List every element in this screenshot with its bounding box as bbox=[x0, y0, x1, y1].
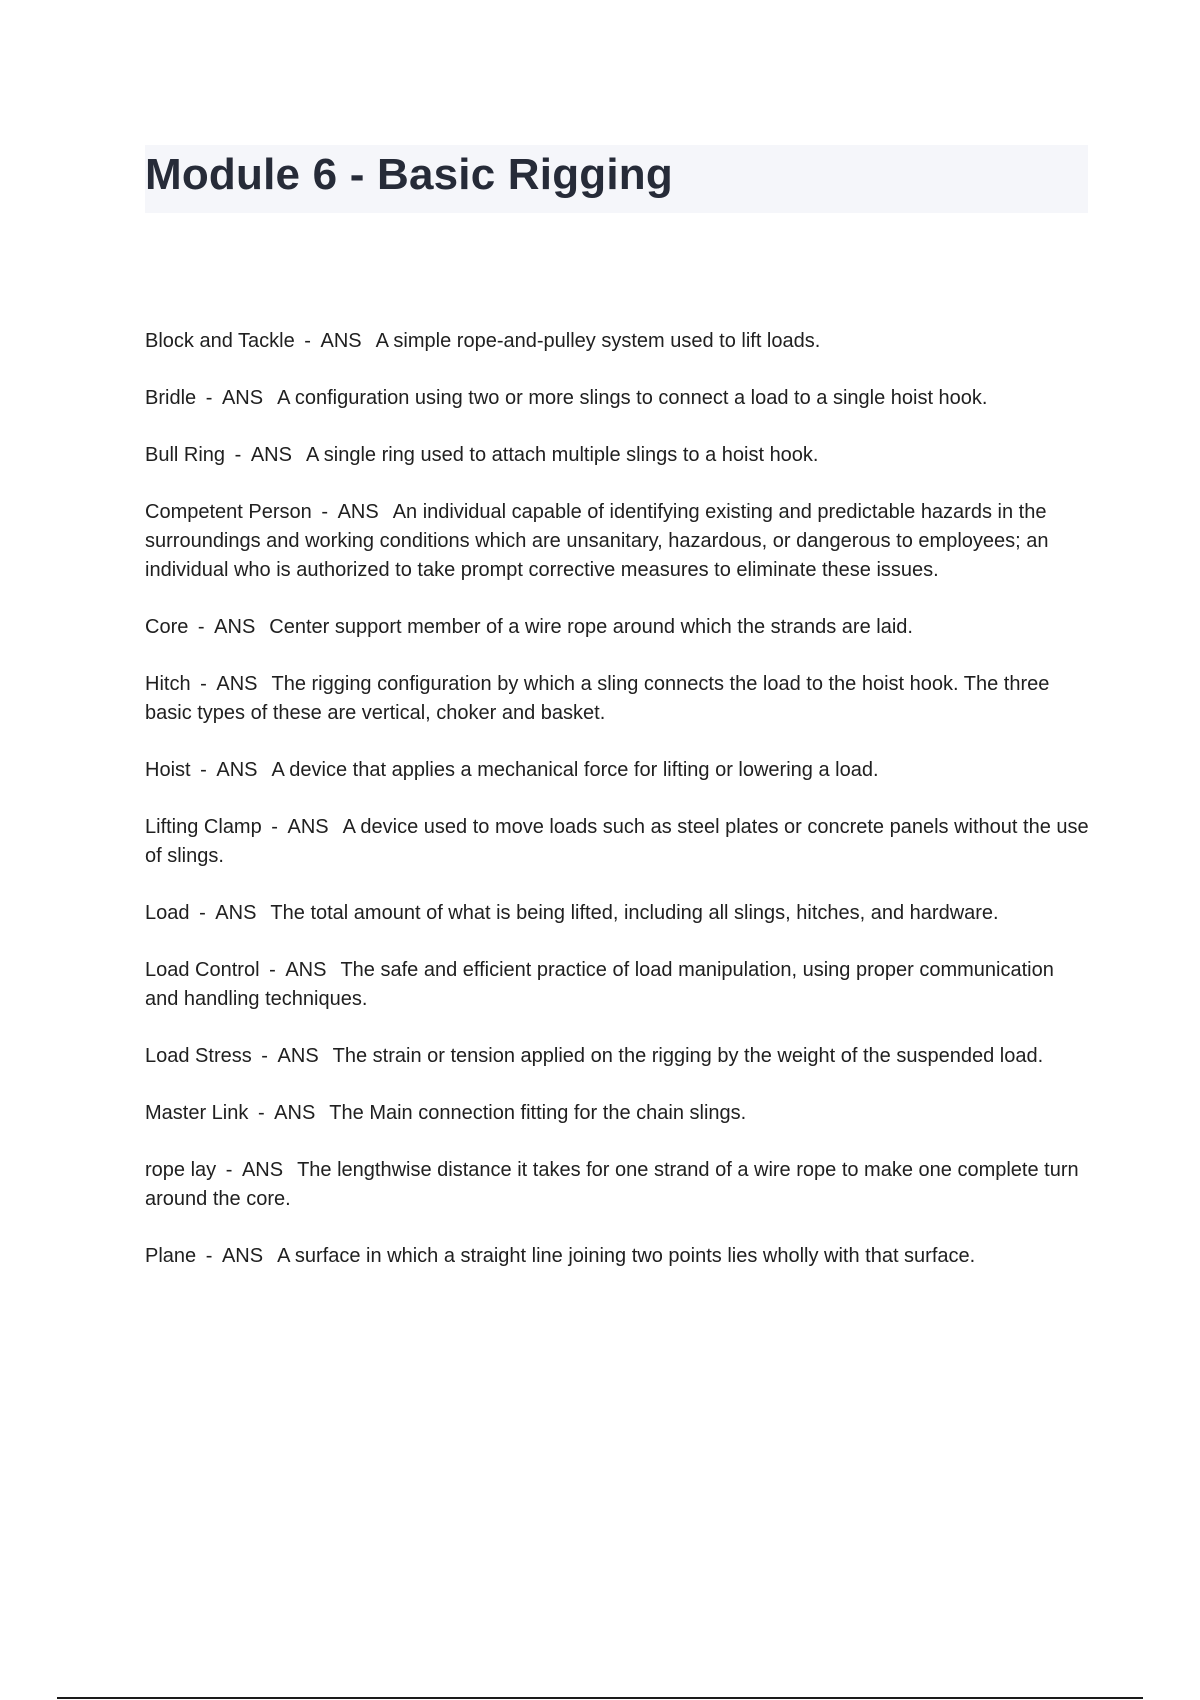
entry-separator: - bbox=[200, 759, 207, 781]
glossary-entry bbox=[145, 1156, 1090, 1214]
entry-definition: The total amount of what is being lifted, including all slings, hitches, and hardware. bbox=[270, 902, 999, 924]
entry-term: Competent Person bbox=[145, 501, 312, 523]
entry-separator: - bbox=[269, 959, 276, 981]
entry-ans-label: ANS bbox=[285, 959, 327, 981]
glossary-entry bbox=[145, 1099, 1090, 1128]
entry-term: Bull Ring bbox=[145, 444, 226, 466]
entry-ans-label: ANS bbox=[221, 1245, 264, 1267]
glossary-entry bbox=[145, 498, 1090, 585]
entry-separator: - bbox=[234, 444, 242, 466]
entry-definition: The safe and efficient practice of load manipulation, using proper communication and handling techniques. bbox=[145, 959, 1054, 1010]
entry-definition: A surface in which a straight line joining two points lies wholly with that surface. bbox=[277, 1245, 976, 1267]
glossary-entry bbox=[145, 1242, 1090, 1271]
glossary-entry bbox=[145, 327, 1090, 356]
entry-term: Load Control bbox=[145, 959, 260, 981]
entry-definition: A configuration using two or more slings to connect a load to a single hoist hook. bbox=[277, 387, 988, 409]
entry-ans-label: ANS bbox=[337, 501, 379, 523]
glossary-entry bbox=[145, 956, 1090, 1014]
glossary-entry bbox=[145, 384, 1090, 413]
entry-ans-label: ANS bbox=[221, 387, 264, 409]
entry-definition: The Main connection fitting for the chain slings. bbox=[329, 1102, 747, 1124]
entry-ans-label: ANS bbox=[287, 816, 329, 838]
glossary-entry bbox=[145, 899, 1090, 928]
entry-definition: A single ring used to attach multiple slings to a hoist hook. bbox=[305, 444, 819, 466]
entry-separator: - bbox=[257, 1102, 265, 1124]
glossary-entry bbox=[145, 613, 1090, 642]
glossary-entry bbox=[145, 813, 1090, 871]
entry-ans-label: ANS bbox=[214, 616, 256, 638]
entry-term: Block and Tackle bbox=[145, 330, 295, 352]
entry-ans-label: ANS bbox=[320, 330, 362, 352]
entry-ans-label: ANS bbox=[216, 759, 258, 781]
entry-definition: A simple rope-and-pulley system used to lift loads. bbox=[375, 330, 821, 352]
glossary-list bbox=[145, 327, 1090, 1299]
entry-definition: Center support member of a wire rope around which the strands are laid. bbox=[269, 616, 913, 638]
footer-divider bbox=[57, 1697, 1143, 1699]
entry-term: Hitch bbox=[145, 673, 191, 695]
entry-separator: - bbox=[321, 501, 328, 523]
entry-ans-label: ANS bbox=[215, 902, 257, 924]
entry-ans-label: ANS bbox=[277, 1045, 319, 1067]
entry-separator: - bbox=[205, 387, 213, 409]
entry-term: Load bbox=[145, 902, 190, 924]
page-title: Module 6 - Basic Rigging bbox=[145, 150, 673, 199]
glossary-entry bbox=[145, 670, 1090, 728]
entry-term: rope lay bbox=[145, 1159, 217, 1181]
entry-term: Core bbox=[145, 616, 189, 638]
entry-definition: A device that applies a mechanical force for lifting or lowering a load. bbox=[271, 759, 879, 781]
entry-separator: - bbox=[304, 330, 311, 352]
entry-term: Hoist bbox=[145, 759, 191, 781]
entry-definition: The strain or tension applied on the rigging by the weight of the suspended load. bbox=[332, 1045, 1044, 1067]
title-banner bbox=[145, 145, 1088, 213]
entry-term: Plane bbox=[145, 1245, 197, 1267]
glossary-entry bbox=[145, 1042, 1090, 1071]
entry-ans-label: ANS bbox=[250, 444, 292, 466]
entry-definition: The lengthwise distance it takes for one strand of a wire rope to make one complete turn around the core. bbox=[145, 1159, 1079, 1210]
entry-definition: An individual capable of identifying existing and predictable hazards in the surroundings and working conditions which are unsanitary, hazardous, or dangerous to employees; an individual who is authorized to take prompt corrective measures to eliminate these issues. bbox=[145, 501, 1049, 581]
entry-term: Load Stress bbox=[145, 1045, 252, 1067]
entry-ans-label: ANS bbox=[241, 1159, 284, 1181]
glossary-entry bbox=[145, 441, 1090, 470]
entry-term: Lifting Clamp bbox=[145, 816, 262, 838]
entry-ans-label: ANS bbox=[216, 673, 258, 695]
entry-separator: - bbox=[205, 1245, 213, 1267]
entry-separator: - bbox=[271, 816, 278, 838]
entry-definition: The rigging configuration by which a sling connects the load to the hoist hook. The three basic types of these are vertical, choker and basket. bbox=[145, 673, 1050, 724]
entry-separator: - bbox=[197, 616, 205, 638]
entry-term: Master Link bbox=[145, 1102, 249, 1124]
entry-term: Bridle bbox=[145, 387, 197, 409]
glossary-entry bbox=[145, 756, 1090, 785]
entry-separator: - bbox=[225, 1159, 233, 1181]
entry-separator: - bbox=[199, 902, 206, 924]
entry-definition: A device used to move loads such as steel plates or concrete panels without the use of slings. bbox=[145, 816, 1089, 867]
entry-separator: - bbox=[261, 1045, 268, 1067]
entry-ans-label: ANS bbox=[274, 1102, 316, 1124]
entry-separator: - bbox=[200, 673, 207, 695]
